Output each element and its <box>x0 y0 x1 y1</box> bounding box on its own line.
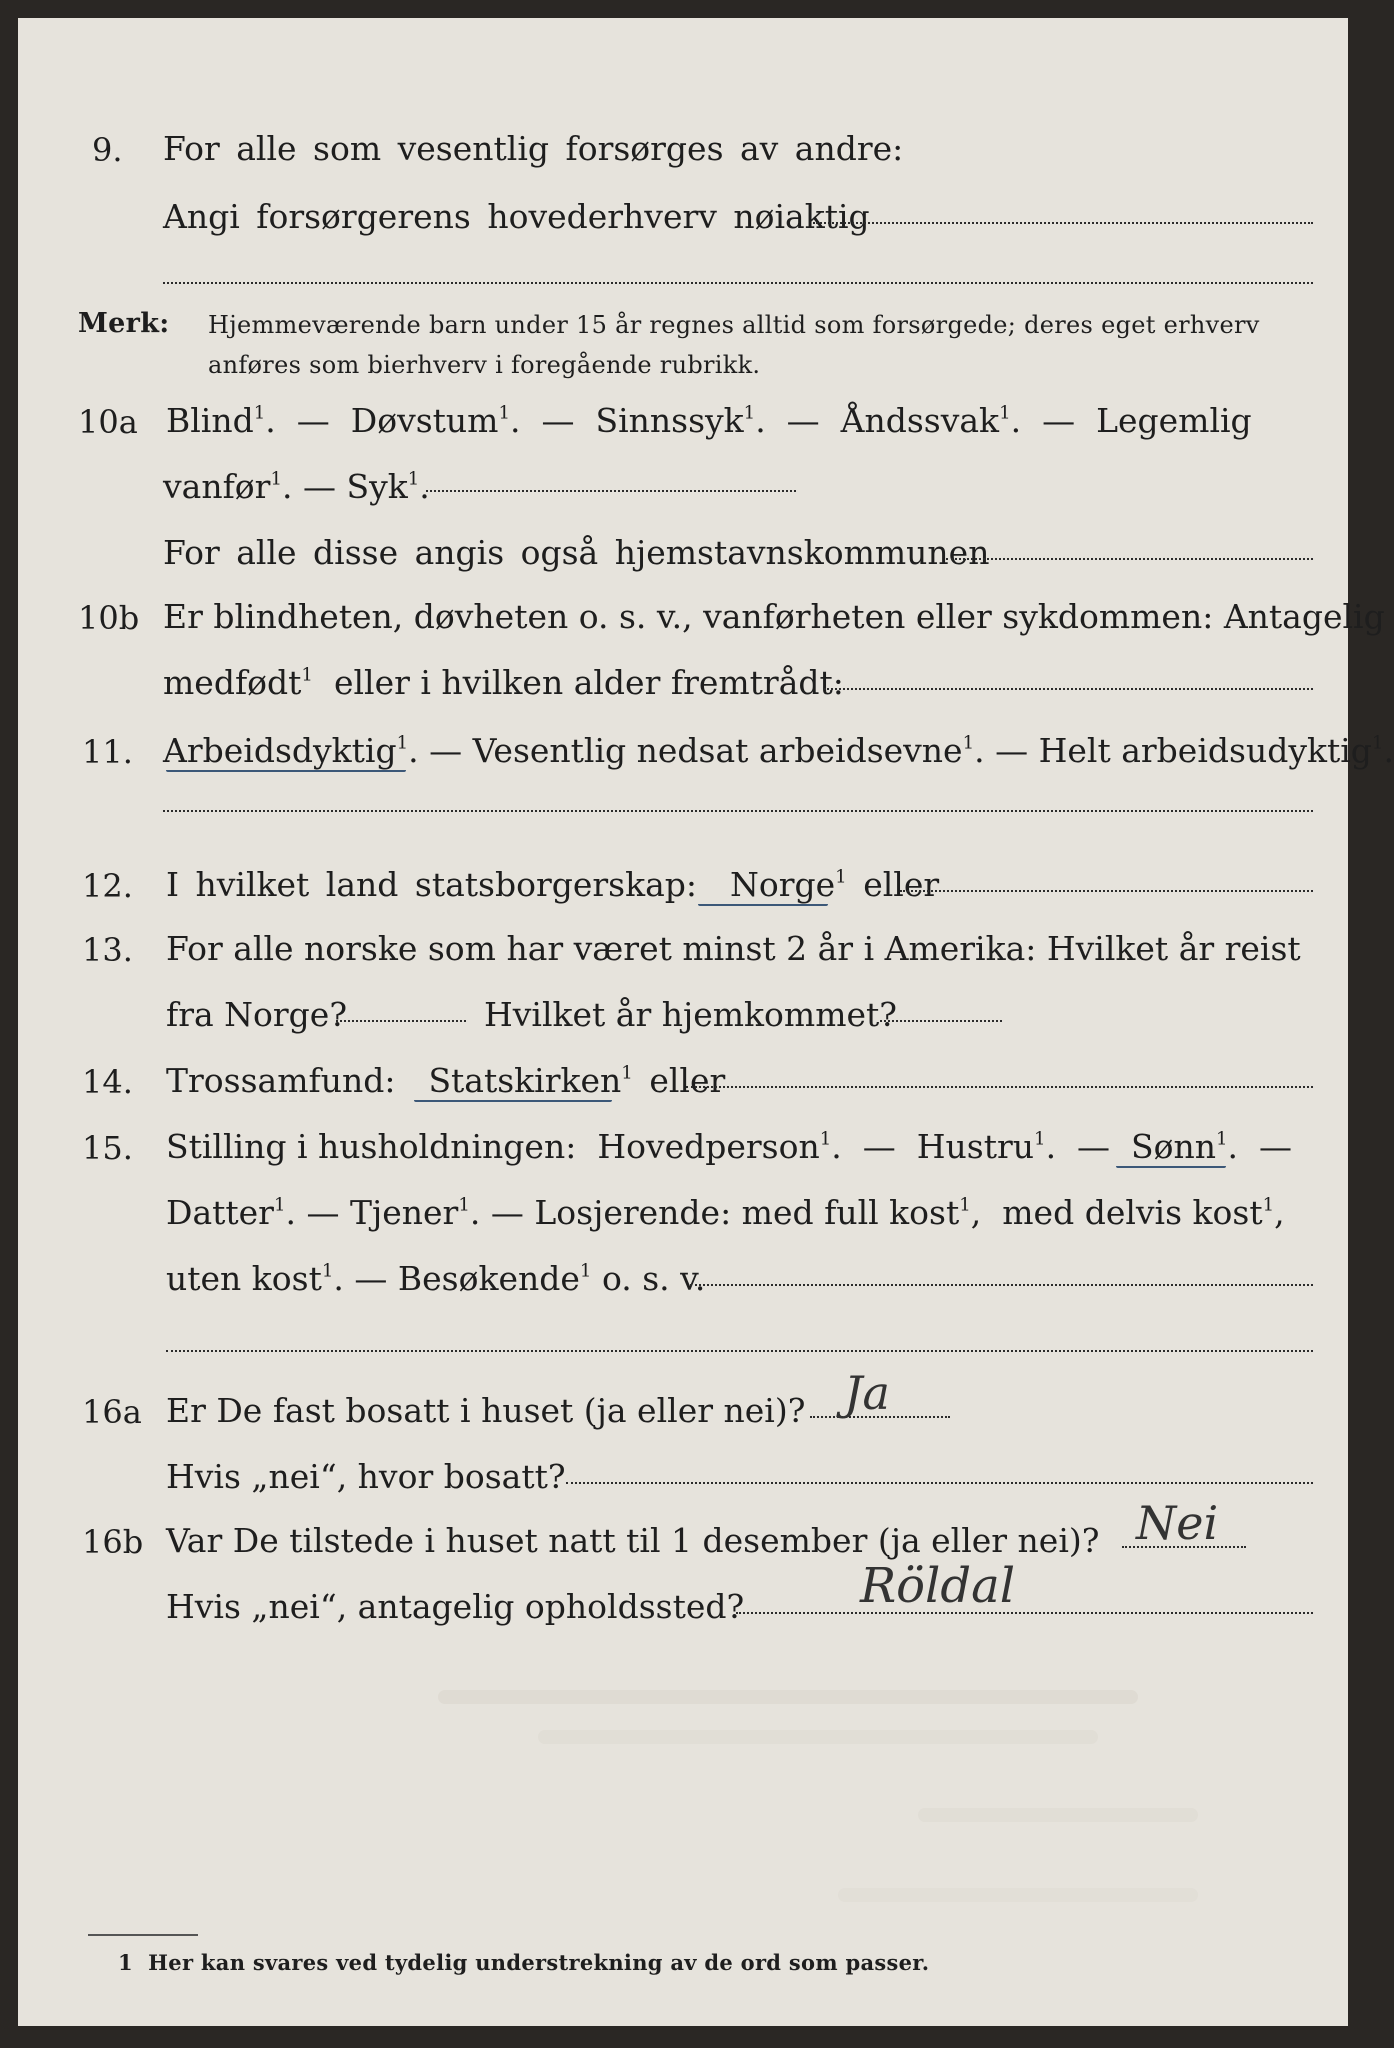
q9-number: 9. <box>92 131 123 169</box>
option-dovstum[interactable]: Døvstum <box>350 401 499 440</box>
q16a-number: 16a <box>82 1393 142 1431</box>
q16a-bosatt-line[interactable] <box>566 1482 1313 1484</box>
q15-other-line[interactable] <box>690 1284 1313 1286</box>
q16b-handwritten-answer[interactable]: Nei <box>1136 1496 1219 1550</box>
q11-number: 11. <box>82 733 133 771</box>
q9-answer-line[interactable] <box>813 222 1313 224</box>
q15-extra-line[interactable] <box>166 1350 1313 1352</box>
q10b-number: 10b <box>78 599 140 637</box>
q10a-hjemstavn: For alle disse angis også hjemstavnskommunen <box>163 533 990 572</box>
q13-hjemkommet: Hvilket år hjemkommet? <box>484 995 897 1034</box>
option-statskirken[interactable]: Statskirken <box>428 1061 622 1100</box>
option-hovedperson[interactable]: Hovedperson <box>597 1127 820 1166</box>
q16a-question: Er De fast bosatt i huset (ja eller nei)? <box>166 1391 806 1430</box>
bleed-through-mark <box>438 1690 1138 1704</box>
q10a-syk-line[interactable] <box>426 490 796 492</box>
merk-note-line2: anføres som bierhverv i foregående rubrikk. <box>208 351 761 379</box>
option-losjerende-full[interactable]: Losjerende: med full kost <box>534 1193 960 1232</box>
q10b-line1: Er blindheten, døvheten o. s. v., vanførheten eller sykdommen: Antagelig <box>163 597 1385 636</box>
q11-extra-line[interactable] <box>163 810 1313 812</box>
q14-number: 14. <box>82 1063 133 1101</box>
q16b-opholdssted: Hvis „nei“, antagelig opholdssted? <box>166 1587 745 1626</box>
q16b-handwritten-place[interactable]: Röldal <box>860 1558 1016 1614</box>
option-legemlig[interactable]: Legemlig <box>1096 401 1252 440</box>
option-andssvak[interactable]: Åndssvak <box>840 401 1000 440</box>
option-medfodt[interactable]: medfødt <box>163 663 302 702</box>
q9-question: For alle som vesentlig forsørges av andre: <box>163 129 904 168</box>
option-blind[interactable]: Blind <box>166 401 254 440</box>
q16a-hvor-bosatt: Hvis „nei“, hvor bosatt? <box>166 1457 566 1496</box>
bleed-through-mark <box>918 1808 1198 1822</box>
option-sonn[interactable]: Sønn <box>1131 1127 1216 1166</box>
q16b-opholdssted-line[interactable] <box>736 1612 1313 1614</box>
q13-hjemkommet-line[interactable] <box>880 1020 1002 1022</box>
bleed-through-mark <box>838 1888 1198 1902</box>
q15-row1: Stilling i husholdningen: Hovedperson$^1$. — Hustru$^1$. — Sønn$^1$. — <box>166 1127 1293 1166</box>
option-sinnssyk[interactable]: Sinnssyk <box>595 401 744 440</box>
option-uten-kost[interactable]: uten kost <box>166 1259 322 1298</box>
underline-norge <box>698 904 828 906</box>
q14-question: Trossamfund: Statskirken$^1$ eller <box>166 1061 726 1100</box>
q10a-hjemstavn-line[interactable] <box>946 558 1313 560</box>
merk-label: Merk: <box>78 308 170 339</box>
q10b-line2: medfødt$^1$ eller i hvilken alder fremtrådt: <box>163 663 844 702</box>
q15-row2: Datter$^1$. — Tjener$^1$. — Losjerende: med full kost$^1$, med delvis kost$^1$, <box>166 1193 1285 1232</box>
option-arbeidsdyktig[interactable]: Arbeidsdyktig <box>163 731 397 770</box>
census-form-page <box>18 18 1394 2026</box>
q10a-row1: Blind$^1$. — Døvstum$^1$. — Sinnssyk$^1$. — Åndssvak$^1$. — Legemlig <box>166 401 1252 440</box>
q13-reist-line[interactable] <box>336 1020 466 1022</box>
q16b-question: Var De tilstede i huset natt til 1 desember (ja eller nei)? <box>166 1521 1100 1560</box>
option-delvis-kost[interactable]: med delvis kost <box>1002 1193 1263 1232</box>
footnote: 1 Her kan svares ved tydelig understrekning av de ord som passer. <box>118 1950 930 1975</box>
q15-row3: uten kost$^1$. — Besøkende$^1$ o. s. v. <box>166 1259 706 1298</box>
q13-number: 13. <box>82 931 133 969</box>
option-vanfor[interactable]: vanfør <box>163 467 271 506</box>
q12-number: 12. <box>82 867 133 905</box>
option-nedsat-arbeidsevne[interactable]: Vesentlig nedsat arbeidsevne <box>472 731 963 770</box>
option-hustru[interactable]: Hustru <box>916 1127 1035 1166</box>
q13-fra-norge: fra Norge? <box>166 995 348 1034</box>
footnote-rule <box>88 1934 198 1936</box>
option-arbeidsudyktig[interactable]: Helt arbeidsudyktig <box>1038 731 1372 770</box>
q12-other-country-line[interactable] <box>900 890 1313 892</box>
q16b-number: 16b <box>82 1523 144 1561</box>
q10b-alder-line[interactable] <box>824 688 1313 690</box>
option-syk[interactable]: Syk <box>346 467 408 506</box>
underline-statskirken <box>414 1100 612 1102</box>
q12-question: I hvilket land statsborgerskap: Norge$^1$ eller <box>166 865 940 904</box>
option-tjener[interactable]: Tjener <box>350 1193 459 1232</box>
underline-arbeidsdyktig <box>166 770 406 772</box>
bleed-through-mark <box>538 1730 1098 1744</box>
q15-number: 15. <box>82 1129 133 1167</box>
q9-instruction: Angi forsørgerens hovederhverv nøiaktig <box>163 197 870 236</box>
merk-note-line1: Hjemmeværende barn under 15 år regnes alltid som forsørgede; deres eget erhverv <box>208 311 1260 339</box>
q13-question: For alle norske som har været minst 2 år i Amerika: Hvilket år reist <box>166 929 1301 968</box>
q16a-handwritten-answer[interactable]: Ja <box>844 1366 890 1420</box>
q9-answer-line-2[interactable] <box>163 282 1313 284</box>
q11-options: Arbeidsdyktig$^1$. — Vesentlig nedsat arbeidsevne$^1$. — Helt arbeidsudyktig$^1$. <box>163 731 1394 770</box>
option-datter[interactable]: Datter <box>166 1193 274 1232</box>
option-besokende[interactable]: Besøkende <box>397 1259 580 1298</box>
underline-sonn <box>1116 1166 1226 1168</box>
q10a-number: 10a <box>78 403 138 441</box>
option-norge[interactable]: Norge <box>730 865 836 904</box>
q10a-row2: vanfør$^1$. — Syk$^1$. <box>163 467 430 506</box>
q14-other-line[interactable] <box>686 1086 1313 1088</box>
